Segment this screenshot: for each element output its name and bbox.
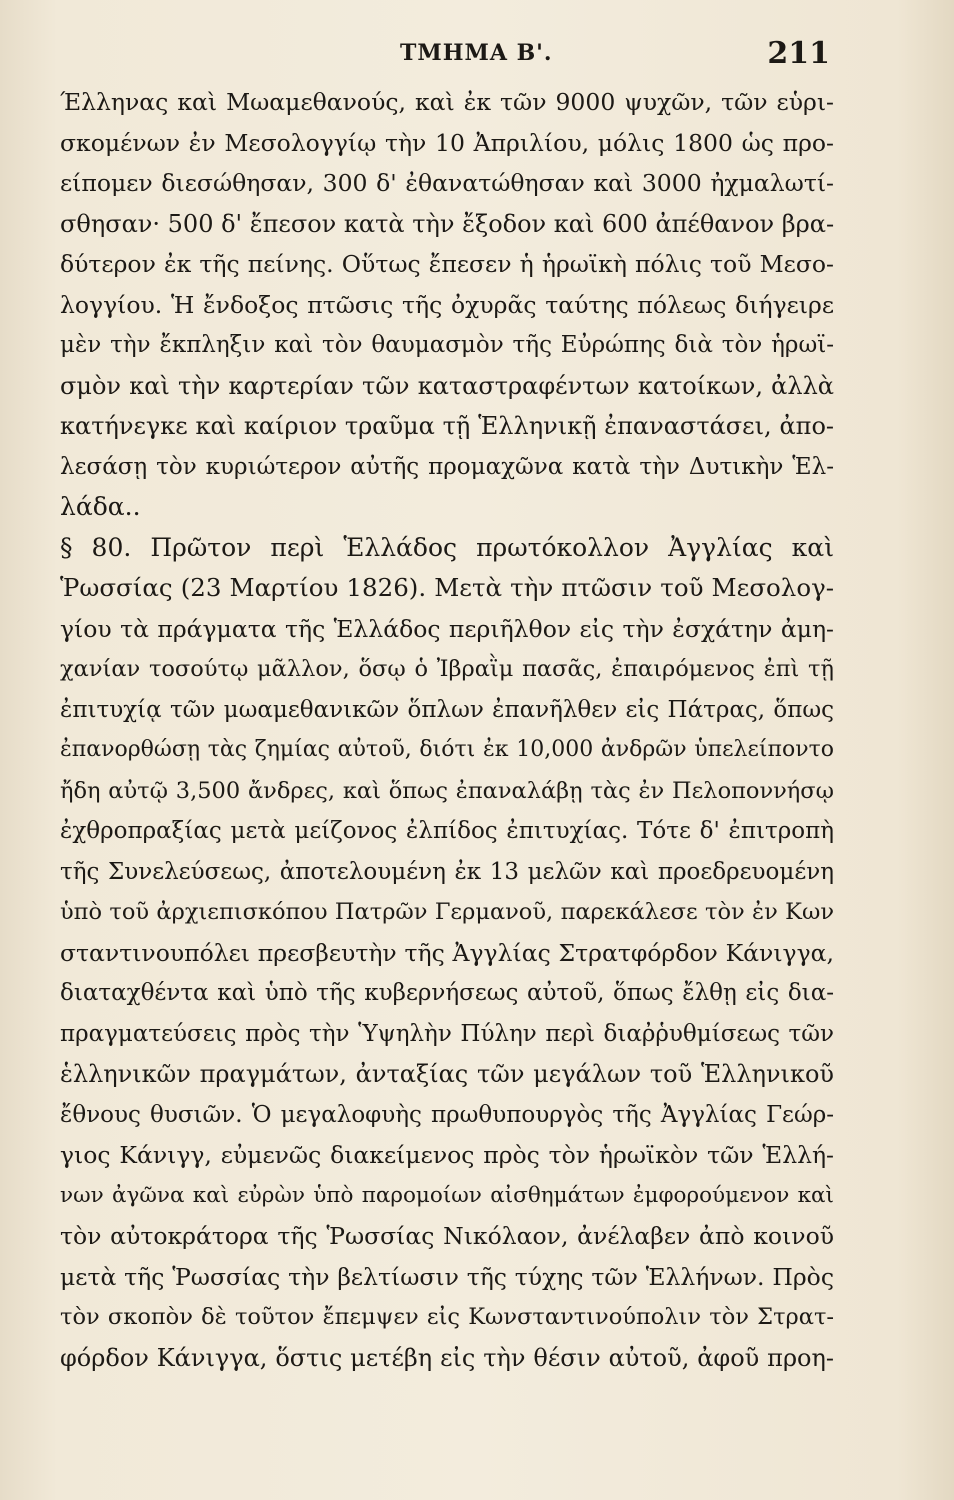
text-line: ἑλληνικῶν πραγμάτων, ἀνταξίας τῶν μεγάλων τοῦ Ἑλληνικοῦ	[60, 1060, 834, 1088]
text-line: σκομένων ἐν Μεσολογγίῳ τὴν 10 Ἀπριλίου, μόλις 1800 ὡς προ-	[60, 128, 834, 157]
text-line: είπομεν διεσώθησαν, 300 δ' ἐθανατώθησαν καὶ 3000 ἠχμαλωτί-	[60, 169, 834, 197]
text-line: φόρδον Κάνιγγα, ὅστις μετέβη εἰς τὴν θέσιν αὐτοῦ, ἀφοῦ προη-	[60, 1343, 834, 1372]
text-line: πραγματεύσεις πρὸς τὴν Ὑψηλὴν Πύλην περὶ διαῤῥυθμίσεως τῶν	[60, 1020, 834, 1047]
text-line: ὑπὸ τοῦ ἀρχιεπισκόπου Πατρῶν Γερμανοῦ, παρεκάλεσε τὸν ἐν Κων	[60, 899, 834, 925]
text-line: ἔθνους θυσιῶν. Ὁ μεγαλοφυὴς πρωθυπουργὸς τῆς Ἀγγλίας Γεώρ-	[60, 1101, 834, 1128]
text-line: κατήνεγκε καὶ καίριον τραῦμα τῇ Ἑλληνικῇ ἐπαναστάσει, ἀπο-	[60, 412, 834, 440]
text-line: ἐπιτυχίᾳ τῶν μωαμεθανικῶν ὅπλων ἐπανῆλθεν εἰς Πάτρας, ὅπως	[60, 696, 834, 723]
text-line: Ῥωσσίας (23 Μαρτίου 1826). Μετὰ τὴν πτῶσιν τοῦ Μεσολογ-	[60, 573, 834, 602]
text-line: λάδα..	[60, 492, 141, 521]
text-line: χανίαν τοσούτῳ μᾶλλον, ὅσῳ ὁ Ἰβραῒμ πασᾶς, ἐπαιρόμενος ἐπὶ τῇ	[60, 656, 834, 682]
body-text	[60, 82, 834, 1378]
text-line: τῆς Συνελεύσεως, ἀποτελουμένη ἐκ 13 μελῶν καὶ προεδρευομένη	[60, 858, 834, 885]
text-line: σμὸν καὶ τὴν καρτερίαν τῶν καταστραφέντων κατοίκων, ἀλλὰ	[60, 371, 834, 400]
text-line: μετὰ τῆς Ῥωσσίας τὴν βελτίωσιν τῆς τύχης τῶν Ἑλλήνων. Πρὸς	[60, 1262, 834, 1291]
text-line: ἐπανορθώσῃ τὰς ζημίας αὐτοῦ, διότι ἐκ 10,000 ἀνδρῶν ὑπελείποντο	[60, 737, 834, 762]
text-line: σταντινουπόλει πρεσβευτὴν τῆς Ἀγγλίας Στρατφόρδον Κάνιγγα,	[60, 938, 834, 967]
text-line: λογγίου. Ἡ ἔνδοξος πτῶσις τῆς ὀχυρᾶς ταύτης πόλεως διήγειρε	[60, 290, 834, 319]
page-number: 211	[767, 36, 830, 71]
section-heading-line: § 80. Πρῶτον περὶ Ἑλλάδος πρωτόκολλον Ἀγγλίας καὶ	[60, 532, 834, 562]
text-line: λεσάσῃ τὸν κυριώτερον αὐτῆς προμαχῶνα κατὰ τὴν Δυτικὴν Ἑλ-	[60, 453, 834, 480]
running-head	[60, 36, 830, 76]
text-line: τὸν σκοπὸν δὲ τοῦτον ἔπεμψεν εἰς Κωνσταντινούπολιν τὸν Στρατ-	[60, 1304, 834, 1330]
text-line: νων ἀγῶνα καὶ εὐρὼν ὑπὸ παρομοίων αἰσθημάτων ἐμφορούμενον καὶ	[60, 1182, 834, 1208]
text-line: διαταχθέντα καὶ ὑπὸ τῆς κυβερνήσεως αὐτοῦ, ὅπως ἔλθῃ εἰς δια-	[60, 980, 834, 1006]
text-line: μὲν τὴν ἔκπληξιν καὶ τὸν θαυμασμὸν τῆς Εὐρώπης διὰ τὸν ἡρωϊ-	[60, 332, 834, 358]
text-line: γιος Κάνιγγ, εὐμενῶς διακείμενος πρὸς τὸν ἡρωϊκὸν τῶν Ἑλλή-	[60, 1141, 834, 1169]
text-line: τὸν αὐτοκράτορα τῆς Ῥωσσίας Νικόλαον, ἀνέλαβεν ἀπὸ κοινοῦ	[60, 1222, 834, 1250]
text-line: δύτερον ἐκ τῆς πείνης. Οὕτως ἔπεσεν ἡ ἡρωϊκὴ πόλις τοῦ Μεσο-	[60, 250, 834, 278]
text-line: ἐχθροπραξίας μετὰ μείζονος ἐλπίδος ἐπιτυχίας. Τότε δ' ἐπιτροπὴ	[60, 818, 834, 844]
text-line: Έλληνας καὶ Μωαμεθανούς, καὶ ἐκ τῶν 9000 ψυχῶν, τῶν εὑρι-	[60, 88, 834, 116]
text-line: ἤδη αὐτῷ 3,500 ἄνδρες, καὶ ὅπως ἐπαναλάβῃ τὰς ἐν Πελοποννήσῳ	[60, 777, 834, 804]
section-title: ΤΜΗΜΑ Β'.	[400, 40, 553, 66]
text-line: γίου τὰ πράγματα τῆς Ἑλλάδος περιῆλθον εἰς τὴν ἐσχάτην ἀμη-	[60, 614, 834, 643]
text-line: σθησαν· 500 δ' ἔπεσον κατὰ τὴν ἔξοδον καὶ 600 ἀπέθανον βρα-	[60, 209, 834, 238]
